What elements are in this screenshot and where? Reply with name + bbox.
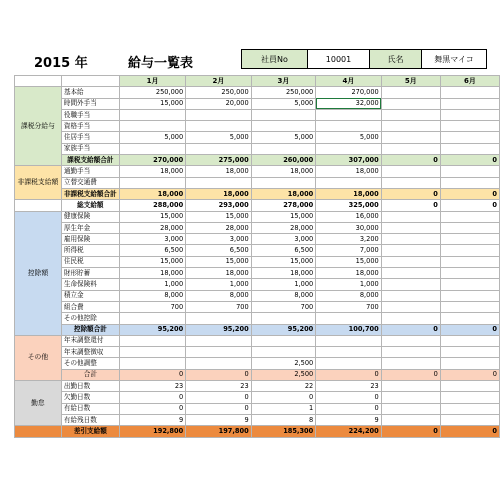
month-header: 4月 xyxy=(316,76,381,87)
value-cell[interactable]: 0 xyxy=(251,392,316,403)
value-cell[interactable]: 5,000 xyxy=(316,132,381,143)
value-cell[interactable]: 18,000 xyxy=(251,268,316,279)
value-cell[interactable] xyxy=(251,177,316,188)
value-cell[interactable]: 270,000 xyxy=(119,155,185,166)
value-cell[interactable]: 18,000 xyxy=(316,188,381,199)
value-cell[interactable]: 3,000 xyxy=(186,234,251,245)
value-cell[interactable] xyxy=(381,166,440,177)
item-row xyxy=(15,245,500,256)
value-cell[interactable] xyxy=(440,347,499,358)
item-row xyxy=(15,166,500,177)
value-cell[interactable] xyxy=(381,301,440,312)
value-cell[interactable] xyxy=(440,313,499,324)
value-cell[interactable] xyxy=(381,392,440,403)
value-cell[interactable] xyxy=(251,313,316,324)
value-cell[interactable]: 0 xyxy=(381,426,440,437)
value-cell[interactable]: 0 xyxy=(440,188,499,199)
item-row xyxy=(15,211,500,222)
value-cell[interactable] xyxy=(440,381,499,392)
value-cell[interactable]: 700 xyxy=(316,301,381,312)
value-cell[interactable] xyxy=(381,222,440,233)
value-cell[interactable]: 5,000 xyxy=(186,132,251,143)
month-header: 5月 xyxy=(381,76,440,87)
value-cell[interactable]: 0 xyxy=(316,392,381,403)
value-cell[interactable]: 9 xyxy=(186,414,251,425)
total-row-deductions xyxy=(15,324,500,335)
item-row xyxy=(15,301,500,312)
value-cell[interactable]: 288,000 xyxy=(119,200,185,211)
value-cell[interactable]: 0 xyxy=(440,324,499,335)
total-row-other xyxy=(15,369,500,380)
value-cell[interactable]: 20,000 xyxy=(186,98,251,109)
item-label: その他調整 xyxy=(61,358,119,369)
value-cell[interactable] xyxy=(381,87,440,98)
value-cell[interactable]: 28,000 xyxy=(251,222,316,233)
value-cell[interactable]: 15,000 xyxy=(251,211,316,222)
value-cell[interactable]: 0 xyxy=(119,392,185,403)
value-cell[interactable] xyxy=(381,132,440,143)
corner-cell xyxy=(15,76,62,87)
value-cell[interactable]: 307,000 xyxy=(316,155,381,166)
item-label: 厚生年金 xyxy=(61,222,119,233)
value-cell[interactable] xyxy=(381,403,440,414)
item-row xyxy=(15,347,500,358)
value-cell[interactable]: 18,000 xyxy=(119,166,185,177)
item-row xyxy=(15,234,500,245)
value-cell[interactable] xyxy=(440,132,499,143)
section-label-taxable: 課税分給与 xyxy=(15,87,62,166)
value-cell[interactable]: 250,000 xyxy=(186,87,251,98)
month-header: 1月 xyxy=(119,76,185,87)
value-cell[interactable] xyxy=(381,279,440,290)
value-cell[interactable]: 100,700 xyxy=(316,324,381,335)
value-cell[interactable] xyxy=(440,121,499,132)
value-cell[interactable]: 3,000 xyxy=(251,234,316,245)
value-cell[interactable]: 18,000 xyxy=(186,166,251,177)
value-cell[interactable]: 700 xyxy=(251,301,316,312)
value-cell[interactable] xyxy=(381,245,440,256)
item-label: 通勤手当 xyxy=(61,166,119,177)
value-cell[interactable] xyxy=(381,335,440,346)
value-cell[interactable] xyxy=(186,335,251,346)
item-label: 住居手当 xyxy=(61,132,119,143)
value-cell[interactable] xyxy=(186,143,251,154)
value-cell[interactable] xyxy=(251,347,316,358)
month-header: 3月 xyxy=(251,76,316,87)
value-cell[interactable] xyxy=(440,403,499,414)
empty-cell xyxy=(15,426,62,437)
value-cell[interactable] xyxy=(316,347,381,358)
item-row xyxy=(15,335,500,346)
net-pay-label: 差引支給額 xyxy=(61,426,119,437)
value-cell[interactable]: 0 xyxy=(186,392,251,403)
corner-cell xyxy=(61,76,119,87)
item-row xyxy=(15,87,500,98)
value-cell[interactable]: 95,200 xyxy=(186,324,251,335)
value-cell[interactable] xyxy=(186,347,251,358)
value-cell[interactable] xyxy=(251,335,316,346)
value-cell[interactable] xyxy=(119,313,185,324)
value-cell[interactable]: 6,500 xyxy=(119,245,185,256)
value-cell[interactable]: 6,500 xyxy=(186,245,251,256)
value-cell[interactable]: 325,000 xyxy=(316,200,381,211)
item-label: 生命保険料 xyxy=(61,279,119,290)
employee-no-label: 社員No xyxy=(241,49,308,69)
value-cell[interactable] xyxy=(186,358,251,369)
item-label: 出勤日数 xyxy=(61,381,119,392)
value-cell[interactable]: 0 xyxy=(381,200,440,211)
item-label: 立替交通費 xyxy=(61,177,119,188)
value-cell[interactable] xyxy=(381,347,440,358)
value-cell[interactable] xyxy=(440,166,499,177)
value-cell[interactable]: 22 xyxy=(251,381,316,392)
value-cell[interactable]: 278,000 xyxy=(251,200,316,211)
value-cell[interactable]: 8 xyxy=(251,414,316,425)
value-cell[interactable] xyxy=(440,301,499,312)
item-row xyxy=(15,256,500,267)
value-cell[interactable] xyxy=(119,177,185,188)
value-cell[interactable]: 3,000 xyxy=(119,234,185,245)
value-cell[interactable]: 15,000 xyxy=(119,256,185,267)
value-cell[interactable] xyxy=(316,313,381,324)
value-cell[interactable]: 0 xyxy=(381,324,440,335)
value-cell[interactable]: 18,000 xyxy=(251,166,316,177)
value-cell[interactable] xyxy=(440,109,499,120)
name-cell[interactable]: 舞黒マイコ xyxy=(421,49,487,69)
value-cell[interactable] xyxy=(381,414,440,425)
item-row xyxy=(15,143,500,154)
total-row-nontaxable xyxy=(15,188,500,199)
item-row xyxy=(15,313,500,324)
value-cell[interactable] xyxy=(381,268,440,279)
value-cell[interactable]: 700 xyxy=(186,301,251,312)
value-cell[interactable]: 275,000 xyxy=(186,155,251,166)
value-cell[interactable] xyxy=(316,109,381,120)
value-cell[interactable]: 0 xyxy=(440,426,499,437)
name-label: 氏名 xyxy=(369,49,422,69)
value-cell[interactable]: 0 xyxy=(316,403,381,414)
value-cell[interactable] xyxy=(381,211,440,222)
value-cell[interactable] xyxy=(440,268,499,279)
item-label: 資格手当 xyxy=(61,121,119,132)
value-cell[interactable]: 9 xyxy=(316,414,381,425)
item-row xyxy=(15,358,500,369)
value-cell[interactable]: 2,500 xyxy=(251,369,316,380)
value-cell[interactable]: 293,000 xyxy=(186,200,251,211)
value-cell[interactable] xyxy=(440,256,499,267)
value-cell[interactable] xyxy=(440,279,499,290)
value-cell[interactable]: 1,000 xyxy=(316,279,381,290)
value-cell[interactable] xyxy=(381,143,440,154)
value-cell[interactable]: 18,000 xyxy=(119,268,185,279)
value-cell[interactable] xyxy=(381,109,440,120)
value-cell[interactable]: 0 xyxy=(381,188,440,199)
item-label: 健康保険 xyxy=(61,211,119,222)
value-cell[interactable]: 260,000 xyxy=(251,155,316,166)
value-cell[interactable] xyxy=(119,143,185,154)
value-cell[interactable] xyxy=(186,177,251,188)
value-cell[interactable] xyxy=(381,98,440,109)
value-cell[interactable] xyxy=(381,290,440,301)
value-cell[interactable] xyxy=(440,222,499,233)
value-cell[interactable]: 18,000 xyxy=(316,268,381,279)
item-row xyxy=(15,403,500,414)
month-header: 6月 xyxy=(440,76,499,87)
item-label: 年末調整徴収 xyxy=(61,347,119,358)
value-cell[interactable]: 95,200 xyxy=(251,324,316,335)
item-label: 有給残日数 xyxy=(61,414,119,425)
total-label: 控除額合計 xyxy=(61,324,119,335)
item-row xyxy=(15,414,500,425)
value-cell[interactable]: 197,800 xyxy=(186,426,251,437)
value-cell[interactable] xyxy=(440,87,499,98)
value-cell[interactable] xyxy=(381,256,440,267)
value-cell[interactable]: 270,000 xyxy=(316,87,381,98)
value-cell[interactable] xyxy=(440,290,499,301)
item-label: 積立金 xyxy=(61,290,119,301)
value-cell[interactable] xyxy=(186,313,251,324)
value-cell[interactable] xyxy=(251,143,316,154)
value-cell[interactable]: 0 xyxy=(186,369,251,380)
value-cell[interactable]: 30,000 xyxy=(316,222,381,233)
total-row-taxable xyxy=(15,155,500,166)
value-cell[interactable]: 5,000 xyxy=(119,132,185,143)
value-cell[interactable] xyxy=(119,109,185,120)
month-header-row xyxy=(15,76,500,87)
value-cell[interactable]: 0 xyxy=(440,200,499,211)
value-cell[interactable] xyxy=(381,313,440,324)
value-cell[interactable]: 5,000 xyxy=(251,98,316,109)
value-cell[interactable]: 7,000 xyxy=(316,245,381,256)
item-label: 年末調整還付 xyxy=(61,335,119,346)
value-cell[interactable]: 18,000 xyxy=(251,188,316,199)
value-cell[interactable] xyxy=(440,177,499,188)
value-cell[interactable] xyxy=(316,335,381,346)
item-row xyxy=(15,279,500,290)
item-label: 時間外手当 xyxy=(61,98,119,109)
item-label: 欠勤日数 xyxy=(61,392,119,403)
value-cell[interactable]: 1 xyxy=(251,403,316,414)
value-cell[interactable]: 95,200 xyxy=(119,324,185,335)
item-row xyxy=(15,392,500,403)
item-row xyxy=(15,222,500,233)
value-cell[interactable]: 6,500 xyxy=(251,245,316,256)
item-row xyxy=(15,177,500,188)
value-cell[interactable] xyxy=(316,121,381,132)
section-label-deductions: 控除額 xyxy=(15,211,62,335)
value-cell[interactable]: 15,000 xyxy=(251,256,316,267)
value-cell[interactable]: 0 xyxy=(440,369,499,380)
value-cell[interactable]: 9 xyxy=(119,414,185,425)
value-cell[interactable] xyxy=(316,143,381,154)
value-cell[interactable]: 15,000 xyxy=(186,256,251,267)
salary-grid xyxy=(14,75,500,438)
value-cell[interactable]: 0 xyxy=(440,155,499,166)
month-header: 2月 xyxy=(186,76,251,87)
value-cell[interactable] xyxy=(440,335,499,346)
value-cell[interactable] xyxy=(186,109,251,120)
value-cell[interactable] xyxy=(440,392,499,403)
year-label: 2015 年 xyxy=(34,56,88,71)
value-cell[interactable]: 192,800 xyxy=(119,426,185,437)
value-cell[interactable] xyxy=(119,347,185,358)
value-cell[interactable]: 5,000 xyxy=(251,132,316,143)
value-cell[interactable]: 23 xyxy=(186,381,251,392)
item-label: 有給日数 xyxy=(61,403,119,414)
item-label: 所得税 xyxy=(61,245,119,256)
value-cell[interactable] xyxy=(440,211,499,222)
value-cell[interactable]: 15,000 xyxy=(119,98,185,109)
item-label: その他控除 xyxy=(61,313,119,324)
total-label: 非課税支給額合計 xyxy=(61,188,119,199)
value-cell[interactable] xyxy=(251,109,316,120)
value-cell[interactable] xyxy=(316,177,381,188)
section-label-attendance: 勤怠 xyxy=(15,381,62,426)
value-cell[interactable]: 18,000 xyxy=(119,188,185,199)
value-cell[interactable]: 0 xyxy=(381,155,440,166)
value-cell[interactable]: 32,000 xyxy=(316,98,381,109)
value-cell[interactable] xyxy=(381,177,440,188)
value-cell[interactable]: 1,000 xyxy=(251,279,316,290)
value-cell[interactable] xyxy=(440,143,499,154)
item-label: 雇用保険 xyxy=(61,234,119,245)
value-cell[interactable]: 2,500 xyxy=(251,358,316,369)
empty-cell xyxy=(15,200,62,211)
item-row xyxy=(15,98,500,109)
value-cell[interactable]: 1,000 xyxy=(119,279,185,290)
value-cell[interactable]: 250,000 xyxy=(119,87,185,98)
value-cell[interactable]: 0 xyxy=(186,403,251,414)
value-cell[interactable]: 18,000 xyxy=(316,166,381,177)
gross-row xyxy=(15,200,500,211)
value-cell[interactable] xyxy=(440,414,499,425)
item-label: 家族手当 xyxy=(61,143,119,154)
item-row xyxy=(15,132,500,143)
value-cell[interactable] xyxy=(316,358,381,369)
net-pay-row xyxy=(15,426,500,437)
value-cell[interactable]: 28,000 xyxy=(186,222,251,233)
total-label: 合計 xyxy=(61,369,119,380)
value-cell[interactable]: 8,000 xyxy=(119,290,185,301)
value-cell[interactable] xyxy=(440,234,499,245)
value-cell[interactable]: 18,000 xyxy=(186,268,251,279)
value-cell[interactable] xyxy=(119,358,185,369)
value-cell[interactable]: 8,000 xyxy=(251,290,316,301)
item-row xyxy=(15,268,500,279)
value-cell[interactable]: 700 xyxy=(119,301,185,312)
item-label: 財形貯蓄 xyxy=(61,268,119,279)
item-row xyxy=(15,109,500,120)
value-cell[interactable] xyxy=(381,234,440,245)
value-cell[interactable]: 224,200 xyxy=(316,426,381,437)
value-cell[interactable]: 18,000 xyxy=(186,188,251,199)
item-label: 基本給 xyxy=(61,87,119,98)
value-cell[interactable] xyxy=(440,358,499,369)
item-row xyxy=(15,121,500,132)
value-cell[interactable] xyxy=(381,121,440,132)
employee-no-cell[interactable]: 10001 xyxy=(307,49,370,69)
item-label: 役職手当 xyxy=(61,109,119,120)
value-cell[interactable]: 0 xyxy=(381,369,440,380)
value-cell[interactable]: 0 xyxy=(119,369,185,380)
item-label: 組合費 xyxy=(61,301,119,312)
item-row xyxy=(15,290,500,301)
value-cell[interactable] xyxy=(440,245,499,256)
value-cell[interactable]: 3,200 xyxy=(316,234,381,245)
value-cell[interactable]: 16,000 xyxy=(316,211,381,222)
sheet-title: 給与一覧表 xyxy=(128,56,194,71)
value-cell[interactable]: 0 xyxy=(119,403,185,414)
value-cell[interactable]: 28,000 xyxy=(119,222,185,233)
total-label: 課税支給額合計 xyxy=(61,155,119,166)
value-cell[interactable]: 0 xyxy=(316,369,381,380)
value-cell[interactable]: 8,000 xyxy=(186,290,251,301)
value-cell[interactable]: 23 xyxy=(316,381,381,392)
section-label-other: その他 xyxy=(15,335,62,380)
value-cell[interactable] xyxy=(119,335,185,346)
gross-label: 総支給額 xyxy=(61,200,119,211)
value-cell[interactable] xyxy=(251,121,316,132)
value-cell[interactable]: 15,000 xyxy=(316,256,381,267)
item-row xyxy=(15,381,500,392)
value-cell[interactable] xyxy=(381,381,440,392)
value-cell[interactable]: 8,000 xyxy=(316,290,381,301)
value-cell[interactable]: 15,000 xyxy=(119,211,185,222)
value-cell[interactable] xyxy=(186,121,251,132)
value-cell[interactable]: 250,000 xyxy=(251,87,316,98)
value-cell[interactable]: 185,300 xyxy=(251,426,316,437)
value-cell[interactable]: 1,000 xyxy=(186,279,251,290)
value-cell[interactable]: 23 xyxy=(119,381,185,392)
section-label-nontaxable: 非課税支給額 xyxy=(15,166,62,200)
value-cell[interactable]: 15,000 xyxy=(186,211,251,222)
value-cell[interactable] xyxy=(381,358,440,369)
value-cell[interactable] xyxy=(119,121,185,132)
item-label: 住民税 xyxy=(61,256,119,267)
value-cell[interactable] xyxy=(440,98,499,109)
